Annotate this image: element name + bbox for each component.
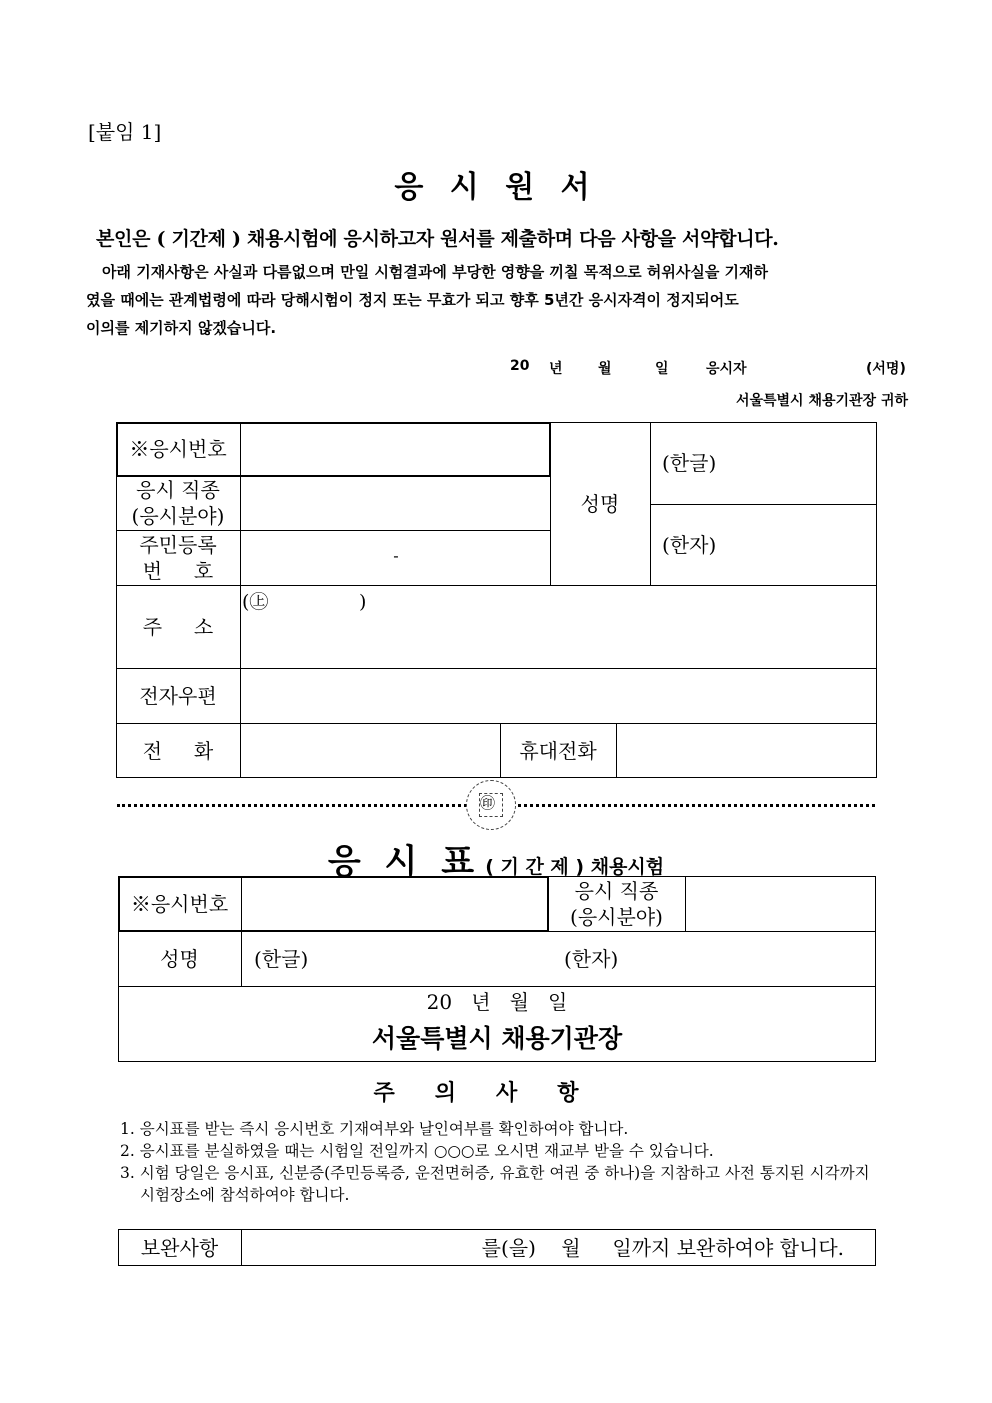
seal-icon: ㊞: [480, 794, 496, 812]
date-month-unit: 월: [598, 361, 612, 377]
page-title: 응 시 원 서: [394, 170, 598, 205]
hangul-label: (한글): [662, 451, 717, 475]
declaration-line: 였을 때에는 관계법령에 따라 당해시험이 정지 또는 무효가 되고 향후 5년간 응시자격이 정지되어도: [86, 291, 739, 309]
date-day-unit: 일: [655, 361, 669, 377]
addressee: 서울특별시 채용기관장 귀하: [735, 393, 908, 409]
notice-item: 3. 시험 당일은 응시표, 신분증(주민등록증, 운전면허증, 유효한 여권 중 하나)을 지참하고 사전 통지된 시각까지 시험장소에 참석하여야 합니다.: [120, 1164, 870, 1204]
declaration-line: 이의를 제기하지 않겠습니다.: [86, 319, 277, 337]
applicant-label: 응시자: [706, 361, 747, 377]
email-field[interactable]: [241, 669, 876, 723]
exam-no-label: ※응시번호: [129, 437, 227, 461]
ticket-job-label-line: (응시분야): [570, 904, 663, 929]
postal-code-mark: (㊤ ): [242, 591, 367, 613]
date-year: 20: [510, 358, 530, 374]
signature-label[interactable]: (서명): [866, 361, 906, 377]
ticket-hanja-field[interactable]: [552, 932, 874, 985]
email-label: 전자우편: [139, 683, 217, 708]
job-type-label-line: (응시분야): [131, 504, 225, 528]
notice-item: 2. 응시표를 분실하였을 때는 시험일 전일까지 ○○○로 오시면 재교부 받을 수 있습니다.: [120, 1142, 714, 1160]
ticket-hanja-label: (한자): [564, 946, 619, 971]
job-type-field[interactable]: [241, 477, 549, 529]
date-year-unit: 년: [549, 361, 563, 377]
pledge-text: 본인은 ( 기간제 ) 채용시험에 응시하고자 원서를 제출하며 다음 사항을 서약합니다.: [96, 228, 779, 250]
notice-item: 1. 응시표를 받는 즉시 응시번호 기재여부와 날인여부를 확인하여야 합니다.: [120, 1120, 629, 1138]
seal-stamp: [466, 780, 516, 830]
name-hangul-field[interactable]: [650, 422, 877, 504]
ticket-hangul-field[interactable]: [242, 932, 552, 985]
ticket-date: 20 년 월 일: [426, 990, 568, 1014]
rrn-label: [116, 530, 240, 585]
ticket-job-type-label: [548, 876, 685, 931]
phone-field[interactable]: [241, 724, 499, 777]
declaration-paragraph: [86, 258, 908, 342]
rrn-field[interactable]: [241, 531, 549, 585]
rrn-label-line: 주민등록: [139, 532, 217, 557]
notice-list: [120, 1118, 876, 1206]
ticket-hangul-label: (한글): [254, 946, 309, 971]
ticket-title-main: 응 시 표: [327, 842, 481, 882]
supplement-text[interactable]: 를(을) 월 일까지 보완하여야 합니다.: [481, 1235, 844, 1260]
ticket-issuer: 서울특별시 채용기관장: [371, 1024, 623, 1053]
rrn-dash: -: [393, 546, 399, 565]
name-hanja-field[interactable]: [650, 504, 877, 585]
hanja-label: (한자): [662, 532, 717, 557]
job-type-label: [116, 476, 240, 530]
job-type-label-line: 응시 직종: [136, 478, 220, 502]
address-label: 주 소: [142, 614, 214, 639]
supplement-label: 보완사항: [140, 1235, 219, 1260]
name-label: 성명: [580, 491, 620, 516]
ticket-name-label: 성명: [160, 946, 199, 971]
declaration-line: 아래 기재사항은 사실과 다름없으며 만일 시험결과에 부당한 영향을 끼칠 목적으로 허위사실을 기재하: [102, 263, 769, 281]
ticket-title-sub: ( 기 간 제 ) 채용시험: [485, 856, 665, 878]
ticket-job-type-field[interactable]: [686, 877, 875, 930]
address-field[interactable]: [242, 587, 875, 667]
phone-label: 전 화: [142, 738, 214, 763]
ticket-job-label-line: 응시 직종: [574, 878, 659, 903]
mobile-label: 휴대전화: [519, 738, 597, 763]
mobile-field[interactable]: [617, 724, 876, 777]
notice-title: 주의사항: [373, 1080, 619, 1106]
exam-no-field[interactable]: [241, 423, 549, 476]
attachment-label: [붙임 1]: [88, 120, 162, 144]
rrn-label-line: 번 호: [142, 558, 214, 583]
ticket-exam-no-label: ※응시번호: [130, 891, 229, 916]
ticket-exam-no-field[interactable]: [242, 877, 547, 930]
